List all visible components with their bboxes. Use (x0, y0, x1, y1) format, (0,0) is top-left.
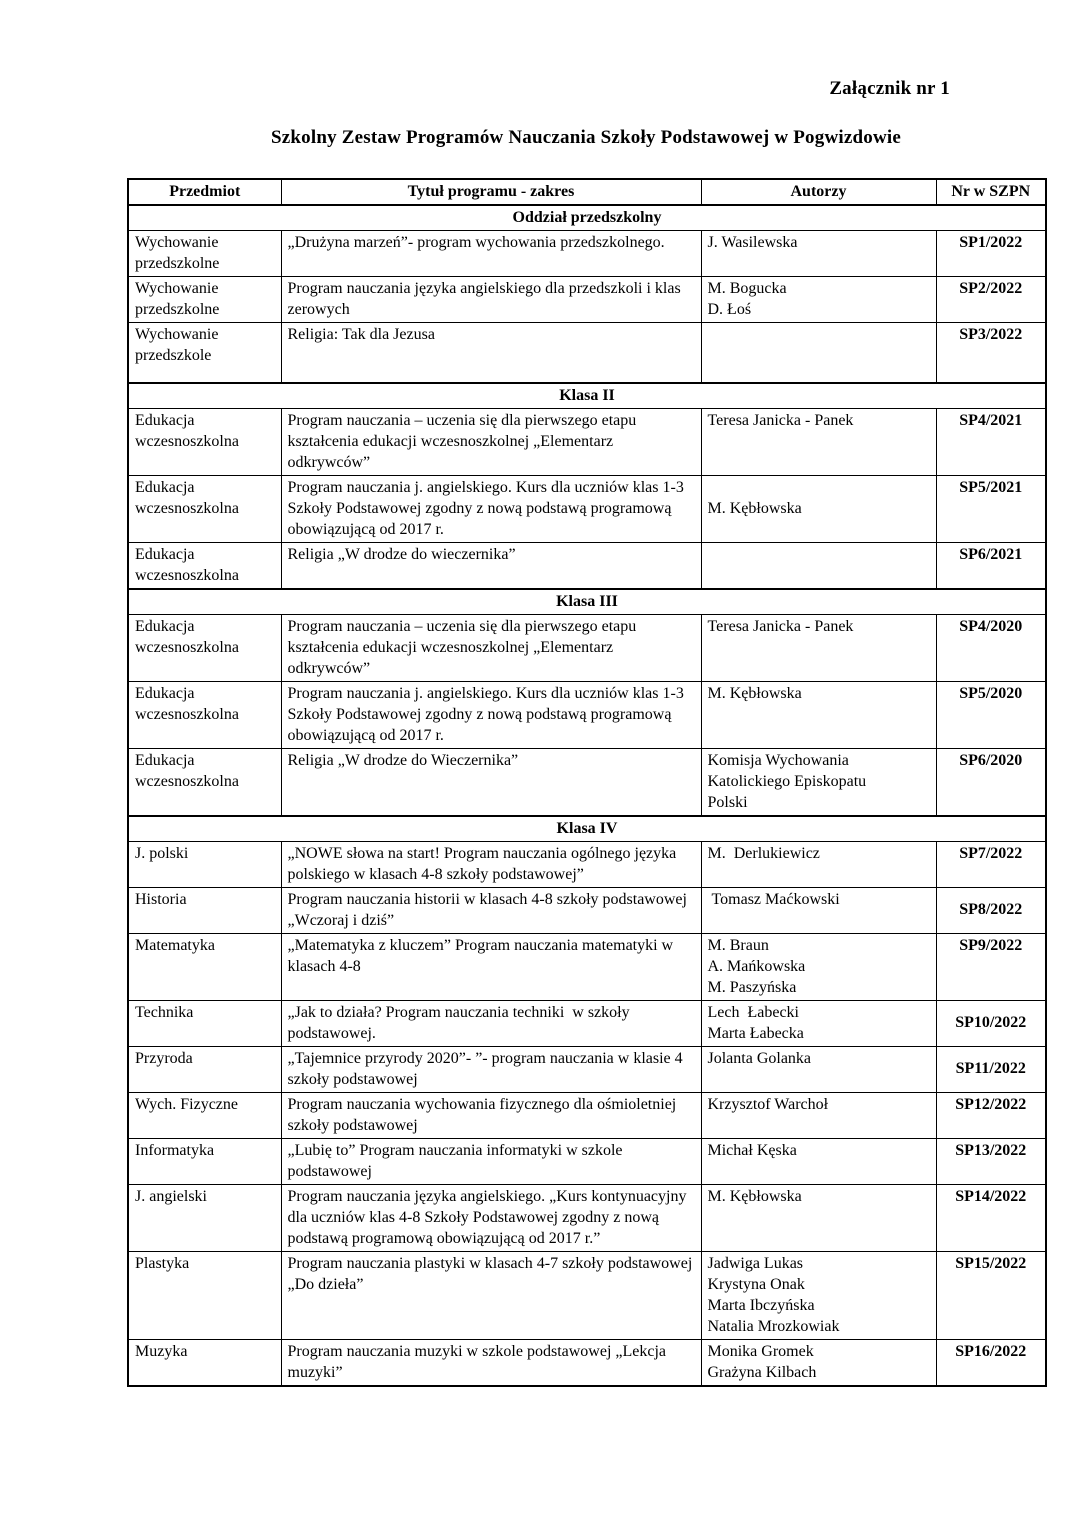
program-title-cell: „Tajemnice przyrody 2020”- ”- program nauczania w klasie 4 szkoły podstawowej (281, 1046, 701, 1092)
szpn-number-cell: SP10/2022 (936, 1000, 1046, 1046)
author-line: J. Wasilewska (707, 234, 798, 251)
authors-cell (701, 1092, 936, 1138)
author-line: Grażyna Kilbach (707, 1363, 817, 1381)
program-row (128, 1251, 1046, 1339)
author-line: M. Kębłowska (707, 499, 802, 517)
szpn-number-cell: SP12/2022 (936, 1092, 1046, 1138)
column-header-subject: Przedmiot (128, 179, 281, 205)
authors-cell (701, 408, 936, 475)
author-line: Marta Łabecka (707, 1024, 804, 1042)
author-line: Komisja Wychowania (707, 751, 849, 769)
subject-cell: Wych. Fizyczne (128, 1092, 281, 1138)
author-line: Katolickiego Episkopatu (707, 772, 867, 790)
subject-cell: Edukacja wczesnoszkolna (128, 475, 281, 542)
program-title-cell: „Lubię to” Program nauczania informatyki w szkole podstawowej (281, 1138, 701, 1184)
authors-cell (701, 1339, 936, 1386)
program-title-cell: Program nauczania języka angielskiego. „Kurs kontynuacyjny dla uczniów klas 4-8 Szkoły Podstawowej zgodny z nową podstawą programową obowiązującą od 2017 r.” (281, 1184, 701, 1251)
subject-cell: Plastyka (128, 1251, 281, 1339)
szpn-number-cell: SP7/2022 (936, 841, 1046, 887)
szpn-number-cell: SP16/2022 (936, 1339, 1046, 1386)
program-row (128, 1138, 1046, 1184)
section-row (128, 205, 1046, 231)
author-line (708, 477, 930, 498)
author-line: Lech Łabecki (707, 1003, 799, 1021)
authors-cell (701, 542, 936, 589)
szpn-number-cell: SP6/2020 (936, 748, 1046, 816)
program-row (128, 1046, 1046, 1092)
subject-cell: Wychowanie przedszkolne (128, 277, 281, 323)
authors-cell (701, 1184, 936, 1251)
author-line: Jolanta Golanka (707, 1049, 812, 1067)
subject-cell: Edukacja wczesnoszkolna (128, 408, 281, 475)
subject-cell: Przyroda (128, 1046, 281, 1092)
szpn-number-cell: SP3/2022 (936, 323, 1046, 383)
szpn-number-cell: SP9/2022 (936, 933, 1046, 1000)
program-row (128, 408, 1046, 475)
szpn-number-cell: SP11/2022 (936, 1046, 1046, 1092)
subject-cell: J. angielski (128, 1184, 281, 1251)
program-row (128, 681, 1046, 748)
authors-cell (701, 681, 936, 748)
subject-cell: Informatyka (128, 1138, 281, 1184)
szpn-number-cell: SP1/2022 (936, 231, 1046, 277)
program-title-cell: Religia: Tak dla Jezusa (281, 323, 701, 383)
author-line: M. Paszyńska (707, 978, 797, 996)
author-line: D. Łoś (707, 301, 752, 318)
author-line: M. Braun (707, 936, 769, 954)
program-row (128, 933, 1046, 1000)
szpn-number-cell: SP13/2022 (936, 1138, 1046, 1184)
document-title: Szkolny Zestaw Programów Nauczania Szkoły Podstawowej w Pogwizdowie (271, 127, 901, 148)
program-row (128, 277, 1046, 323)
program-title-cell: Program nauczania j. angielskiego. Kurs dla uczniów klas 1-3 Szkoły Podstawowej zgodny z nową podstawą programową obowiązującą od 2017 r. (281, 475, 701, 542)
authors-cell (701, 323, 936, 383)
program-row (128, 1339, 1046, 1386)
authors-cell (701, 231, 936, 277)
subject-cell: Edukacja wczesnoszkolna (128, 542, 281, 589)
authors-cell (701, 887, 936, 933)
author-line: M. Derlukiewicz (707, 844, 820, 862)
section-label: Oddział przedszkolny (128, 205, 1046, 231)
author-line: Krystyna Onak (707, 1275, 805, 1293)
program-row (128, 1092, 1046, 1138)
authors-cell (701, 933, 936, 1000)
column-header-szpn-number: Nr w SZPN (936, 179, 1046, 205)
section-label: Klasa III (128, 589, 1046, 615)
program-title-cell: Program nauczania języka angielskiego dla przedszkoli i klas zerowych (281, 277, 701, 323)
program-title-cell: Program nauczania muzyki w szkole podstawowej „Lekcja muzyki” (281, 1339, 701, 1386)
subject-cell: Technika (128, 1000, 281, 1046)
section-label: Klasa IV (128, 816, 1046, 842)
author-line: Michał Kęska (707, 1141, 797, 1159)
author-line: Polski (707, 793, 748, 811)
subject-cell: J. polski (128, 841, 281, 887)
program-title-cell: Religia „W drodze do Wieczernika” (281, 748, 701, 816)
authors-cell (701, 1251, 936, 1339)
program-title-cell: „Matematyka z kluczem” Program nauczania matematyki w klasach 4-8 (281, 933, 701, 1000)
program-title-cell: „Jak to działa? Program nauczania techniki w szkoły podstawowej. (281, 1000, 701, 1046)
subject-cell: Edukacja wczesnoszkolna (128, 748, 281, 816)
program-title-cell: Program nauczania plastyki w klasach 4-7 szkoły podstawowej „Do dzieła” (281, 1251, 701, 1339)
subject-cell: Historia (128, 887, 281, 933)
author-line: Krzysztof Warchoł (707, 1095, 829, 1113)
program-row (128, 887, 1046, 933)
section-row (128, 589, 1046, 615)
program-row (128, 231, 1046, 277)
subject-cell: Wychowanie przedszkole (128, 323, 281, 383)
attachment-label: Załącznik nr 1 (829, 78, 950, 99)
author-line: Monika Gromek (707, 1342, 814, 1360)
authors-cell (701, 1138, 936, 1184)
program-row (128, 475, 1046, 542)
authors-cell (701, 277, 936, 323)
section-row (128, 383, 1046, 409)
column-header-title: Tytuł programu - zakres (281, 179, 701, 205)
author-line: M. Bogucka (707, 280, 787, 297)
author-line: M. Kębłowska (707, 684, 802, 702)
program-title-cell: Program nauczania wychowania fizycznego dla ośmioletniej szkoły podstawowej (281, 1092, 701, 1138)
authors-cell (701, 841, 936, 887)
authors-cell (701, 614, 936, 681)
program-title-cell: Program nauczania – uczenia się dla pierwszego etapu kształcenia edukacji wczesnoszkolnej „Elementarz odkrywców” (281, 408, 701, 475)
szpn-number-cell: SP2/2022 (936, 277, 1046, 323)
szpn-number-cell: SP5/2020 (936, 681, 1046, 748)
szpn-number-cell: SP5/2021 (936, 475, 1046, 542)
program-title-cell: Program nauczania historii w klasach 4-8 szkoły podstawowej „Wczoraj i dziś” (281, 887, 701, 933)
authors-cell (701, 748, 936, 816)
subject-cell: Wychowanie przedszkolne (128, 231, 281, 277)
authors-cell (701, 1046, 936, 1092)
column-header-authors: Autorzy (701, 179, 936, 205)
szpn-number-cell: SP15/2022 (936, 1251, 1046, 1339)
subject-cell: Edukacja wczesnoszkolna (128, 681, 281, 748)
author-line: Teresa Janicka - Panek (707, 411, 854, 429)
program-row (128, 614, 1046, 681)
subject-cell: Edukacja wczesnoszkolna (128, 614, 281, 681)
subject-cell: Matematyka (128, 933, 281, 1000)
authors-cell (701, 475, 936, 542)
author-line: Natalia Mrozkowiak (707, 1317, 840, 1335)
szpn-number-cell: SP14/2022 (936, 1184, 1046, 1251)
authors-cell (701, 1000, 936, 1046)
szpn-number-cell: SP8/2022 (936, 887, 1046, 933)
author-line: Tomasz Maćkowski (707, 890, 840, 908)
program-title-cell: Program nauczania j. angielskiego. Kurs dla uczniów klas 1-3 Szkoły Podstawowej zgodny z nową podstawą programową obowiązującą od 2017 r. (281, 681, 701, 748)
author-line: A. Mańkowska (707, 957, 806, 975)
program-title-cell: Program nauczania – uczenia się dla pierwszego etapu kształcenia edukacji wczesnoszkolnej „Elementarz odkrywców” (281, 614, 701, 681)
szpn-number-cell: SP6/2021 (936, 542, 1046, 589)
program-row (128, 542, 1046, 589)
program-row (128, 1184, 1046, 1251)
programs-table (127, 178, 1047, 1387)
szpn-number-cell: SP4/2020 (936, 614, 1046, 681)
program-row (128, 748, 1046, 816)
program-row (128, 1000, 1046, 1046)
program-title-cell: „Drużyna marzeń”- program wychowania przedszkolnego. (281, 231, 701, 277)
program-row (128, 841, 1046, 887)
program-title-cell: Religia „W drodze do wieczernika” (281, 542, 701, 589)
table-header-row (128, 179, 1046, 205)
program-title-cell: „NOWE słowa na start! Program nauczania ogólnego języka polskiego w klasach 4-8 szkoły podstawowej” (281, 841, 701, 887)
szpn-number-cell: SP4/2021 (936, 408, 1046, 475)
section-row (128, 816, 1046, 842)
author-line: Teresa Janicka - Panek (707, 617, 854, 635)
subject-cell: Muzyka (128, 1339, 281, 1386)
author-line: M. Kębłowska (707, 1187, 802, 1205)
author-line: Jadwiga Lukas (707, 1254, 804, 1272)
programs-table-body (128, 205, 1046, 1386)
section-label: Klasa II (128, 383, 1046, 409)
author-line: Marta Ibczyńska (707, 1296, 815, 1314)
program-row (128, 323, 1046, 383)
